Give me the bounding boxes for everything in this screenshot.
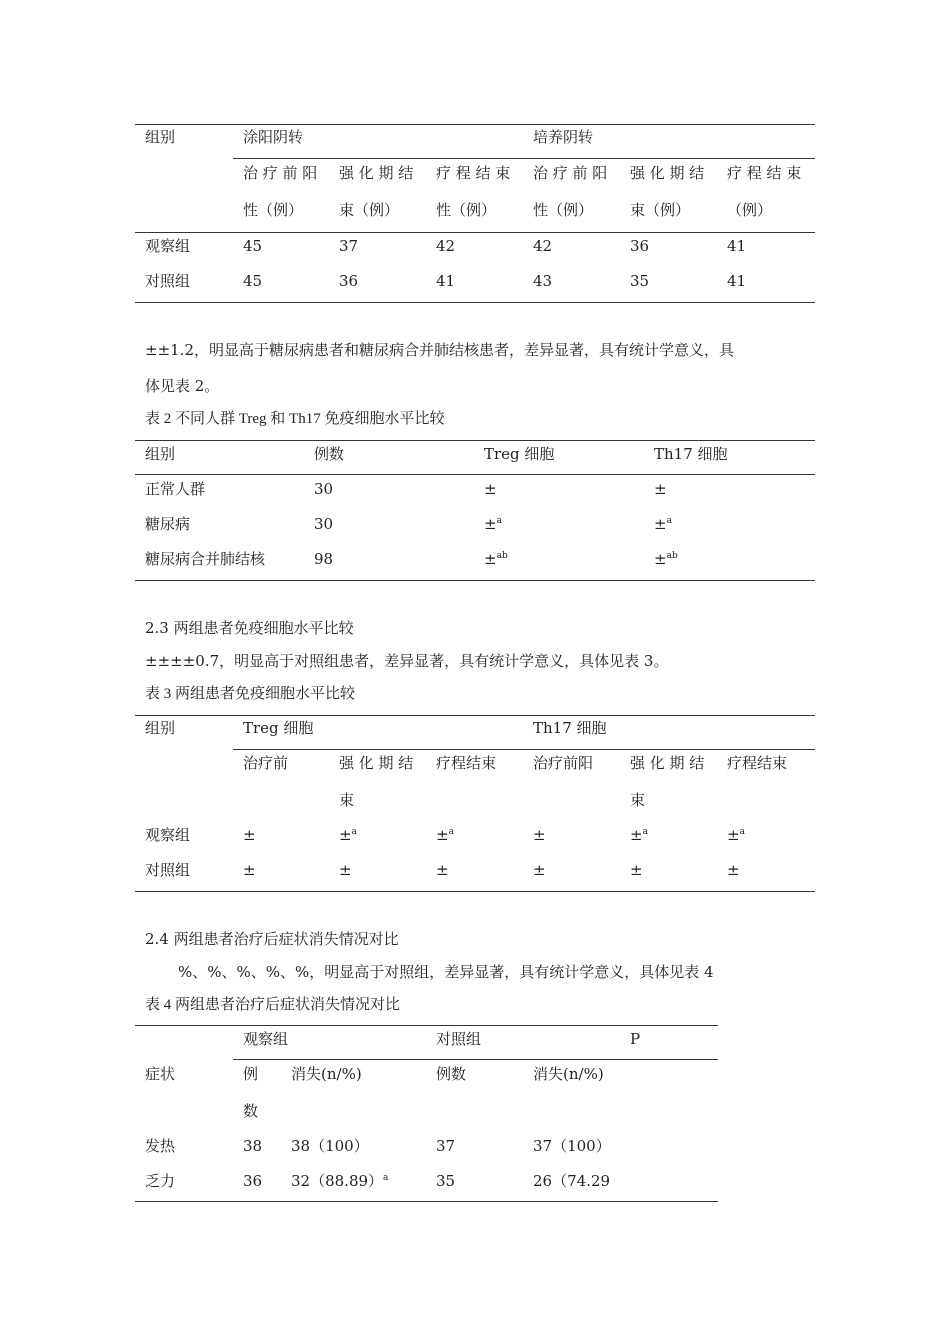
header-group: 组别 (145, 128, 176, 146)
table-cell: 41 (436, 272, 456, 290)
superscript: a (496, 516, 502, 526)
paragraph-line: 体见表 2。 (145, 377, 220, 395)
sub-header: 疗 程 结 束 (436, 164, 511, 182)
sub-header-line2: 性（例） (243, 201, 304, 219)
table-cell: 30 (314, 515, 334, 533)
header-control: 对照组 (436, 1030, 482, 1048)
table-cell: 37（100） (533, 1137, 611, 1155)
sub-header-line2: 数 (243, 1102, 259, 1120)
sub-header: 消失(n/%) (291, 1065, 362, 1083)
table-cell (484, 549, 508, 569)
table-cell: 26（74.29 (533, 1172, 611, 1190)
table-cell (243, 825, 256, 845)
row-label: 糖尿病合并肺结核 (145, 550, 266, 568)
sub-header: 疗程结束 (436, 754, 497, 772)
plus-minus-value: ± (654, 515, 667, 533)
table-cell (727, 825, 745, 845)
sub-header-line2: 束（例） (630, 201, 691, 219)
table-cell: 38（100） (291, 1137, 369, 1155)
row-label: 发热 (145, 1137, 176, 1155)
table-cell: 45 (243, 237, 263, 255)
table-cell (654, 549, 678, 569)
superscript: a (666, 516, 672, 526)
sub-header: 治 疗 前 阳 (243, 164, 318, 182)
table-cell (484, 479, 497, 499)
plus-minus-value: ± (243, 826, 256, 844)
table-bottom-rule (135, 302, 815, 303)
plus-minus-value: ± (484, 480, 497, 498)
header-culture-conversion: 培养阴转 (533, 128, 594, 146)
sub-header: 疗程结束 (727, 754, 788, 772)
paragraph-line: %、%、%、%、%，明显高于对照组，差异显著，具有统计学意义，具体见表 4 (178, 963, 714, 981)
plus-minus-value: ± (339, 826, 352, 844)
sub-header: 治疗前阳 (533, 754, 594, 772)
table-cell (291, 1171, 388, 1191)
table-bottom-rule (135, 891, 815, 892)
header-treg: Treg 细胞 (243, 719, 314, 737)
table-bottom-rule (135, 580, 815, 581)
header-smear-conversion: 涂阳阴转 (243, 128, 304, 146)
row-label: 对照组 (145, 861, 191, 879)
table-cell: 37 (436, 1137, 456, 1155)
plus-minus-value: ± (630, 826, 643, 844)
header-group: 组别 (145, 445, 176, 463)
table-cell (533, 825, 546, 845)
sub-header: 例 (243, 1065, 259, 1083)
sub-header: 强 化 期 结 (339, 754, 414, 772)
plus-minus-value: ± (484, 550, 497, 568)
sub-header-line2: 性（例） (533, 201, 594, 219)
table-cell: 30 (314, 480, 334, 498)
sub-header-line2: 性（例） (436, 201, 497, 219)
header-treg: Treg 细胞 (484, 445, 555, 463)
table-cell: ± (339, 861, 352, 879)
sub-header: 消失(n/%) (533, 1065, 604, 1083)
sub-header: 治疗前 (243, 754, 289, 772)
header-group: 组别 (145, 719, 176, 737)
header-th17: Th17 细胞 (533, 719, 607, 737)
table-cell: 45 (243, 272, 263, 290)
table-3-caption: 表 3 两组患者免疫细胞水平比较 (145, 686, 356, 702)
header-symptom: 症状 (145, 1065, 176, 1083)
superscript: a (351, 827, 357, 837)
table-cell: 36 (243, 1172, 263, 1190)
superscript: a (448, 827, 454, 837)
table-cell: ± (533, 861, 546, 879)
superscript: a (383, 1173, 389, 1183)
table-2-caption: 表 2 不同人群 Treg 和 Th17 免疫细胞水平比较 (145, 411, 445, 427)
row-label: 对照组 (145, 272, 191, 290)
table-cell (630, 825, 648, 845)
sub-header: 例数 (436, 1065, 467, 1083)
table-top-rule (135, 715, 815, 716)
table-cell: 35 (630, 272, 650, 290)
table-cell: 43 (533, 272, 553, 290)
table-cell: 37 (339, 237, 359, 255)
superscript: ab (666, 551, 678, 561)
plus-minus-value: ± (727, 826, 740, 844)
body-rule (135, 232, 815, 233)
header-observation: 观察组 (243, 1030, 289, 1048)
plus-minus-value: ± (654, 550, 667, 568)
plus-minus-value: ± (436, 826, 449, 844)
table-cell: 42 (533, 237, 553, 255)
table-bottom-rule (135, 1201, 718, 1202)
sub-header-line2: 束 (339, 791, 355, 809)
table-cell: 42 (436, 237, 456, 255)
sub-header: 强 化 期 结 (339, 164, 414, 182)
sub-header-line2: （例） (727, 201, 773, 219)
row-label: 观察组 (145, 826, 191, 844)
table-cell: 35 (436, 1172, 456, 1190)
table-cell: ± (436, 861, 449, 879)
header-th17: Th17 细胞 (654, 445, 728, 463)
table-top-rule (135, 124, 815, 125)
table-cell: 36 (339, 272, 359, 290)
row-label: 观察组 (145, 237, 191, 255)
table-cell (484, 514, 502, 534)
plus-minus-value: ± (654, 480, 667, 498)
header-rule (233, 749, 815, 750)
sub-header: 强 化 期 结 (630, 164, 705, 182)
table-cell: ± (243, 861, 256, 879)
table-cell: 41 (727, 237, 747, 255)
superscript: a (642, 827, 648, 837)
table-cell (436, 825, 454, 845)
sub-header-line2: 束（例） (339, 201, 400, 219)
table-cell: ± (727, 861, 740, 879)
paragraph-line: ±±±±0.7，明显高于对照组患者，差异显著，具有统计学意义，具体见表 3。 (145, 652, 669, 670)
header-rule (233, 1059, 718, 1060)
section-heading: 2.3 两组患者免疫细胞水平比较 (145, 619, 354, 637)
superscript: a (739, 827, 745, 837)
sub-header: 强 化 期 结 (630, 754, 705, 772)
section-heading: 2.4 两组患者治疗后症状消失情况对比 (145, 930, 399, 948)
plus-minus-value: ± (533, 826, 546, 844)
sub-header: 治 疗 前 阳 (533, 164, 608, 182)
table-4-caption: 表 4 两组患者治疗后症状消失情况对比 (145, 997, 401, 1013)
header-count: 例数 (314, 445, 345, 463)
cell-value: 32（88.89） (291, 1172, 384, 1190)
row-label: 糖尿病 (145, 515, 191, 533)
table-cell (654, 479, 667, 499)
superscript: ab (496, 551, 508, 561)
paragraph-line: ±±1.2，明显高于糖尿病患者和糖尿病合并肺结核患者，差异显著，具有统计学意义，具 (145, 341, 734, 359)
sub-header: 疗 程 结 束 (727, 164, 802, 182)
header-rule (135, 474, 815, 475)
table-top-rule (135, 440, 815, 441)
row-label: 乏力 (145, 1172, 176, 1190)
table-cell: 36 (630, 237, 650, 255)
header-rule (233, 158, 815, 159)
header-p: P (630, 1030, 641, 1048)
sub-header-line2: 束 (630, 791, 646, 809)
table-cell: 38 (243, 1137, 263, 1155)
row-label: 正常人群 (145, 480, 206, 498)
table-cell: 98 (314, 550, 334, 568)
table-cell: 41 (727, 272, 747, 290)
plus-minus-value: ± (484, 515, 497, 533)
table-cell: ± (630, 861, 643, 879)
table-cell (339, 825, 357, 845)
table-top-rule (135, 1025, 718, 1026)
table-cell (654, 514, 672, 534)
